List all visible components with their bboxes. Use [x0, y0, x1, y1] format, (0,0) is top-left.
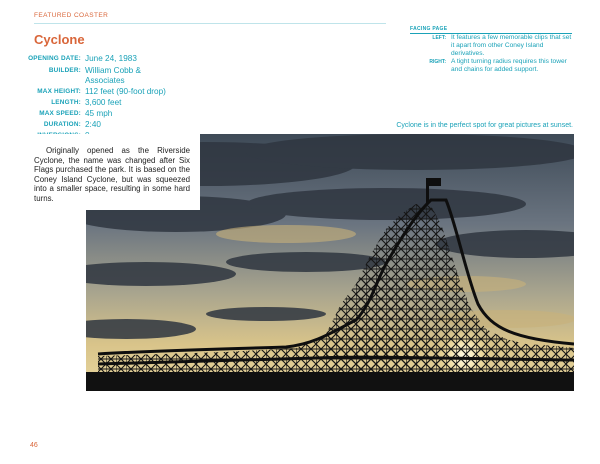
stat-value: 2:40 [85, 120, 101, 129]
facing-note-text: A tight turning radius requires this tower and chains for added support. [451, 58, 567, 73]
page-number: 46 [30, 442, 38, 449]
stat-value: 3,600 feet [85, 98, 122, 107]
header-rule [34, 23, 386, 24]
stat-key: OPENING DATE: [28, 55, 81, 62]
photo-caption: Cyclone is in the perfect spot for great pictures at sunset. [396, 122, 573, 129]
facing-note-key: RIGHT: [429, 59, 446, 65]
stat-value: 112 feet (90-foot drop) [85, 87, 166, 96]
stat-key: BUILDER: [48, 67, 81, 74]
facing-note-key: LEFT: [432, 35, 446, 41]
stat-key: MAX HEIGHT: [37, 88, 81, 95]
facing-note-text: It features a few memorable clips that set it apart from other Coney Island derivatives. [451, 34, 572, 57]
stat-key: MAX SPEED: [39, 110, 81, 117]
stat-value: 45 mph [85, 109, 113, 118]
page-title: Cyclone [34, 32, 85, 47]
body-text: Originally opened as the Riverside Cyclone, the name was changed after Six Flags purchased the park. It is based on the Coney Island Cyclone, but was squeezed into a smaller space, resulting in some hard turns. [34, 146, 190, 203]
stat-value: William Cobb & Associates [85, 66, 141, 85]
stat-key: DURATION: [43, 121, 81, 128]
intro-text-box [30, 134, 200, 210]
stat-value: June 24, 1983 [85, 54, 137, 63]
stat-key: LENGTH: [51, 99, 81, 106]
facing-page-label: FACING PAGE [410, 26, 448, 32]
section-label: FEATURED COASTER [34, 12, 109, 19]
